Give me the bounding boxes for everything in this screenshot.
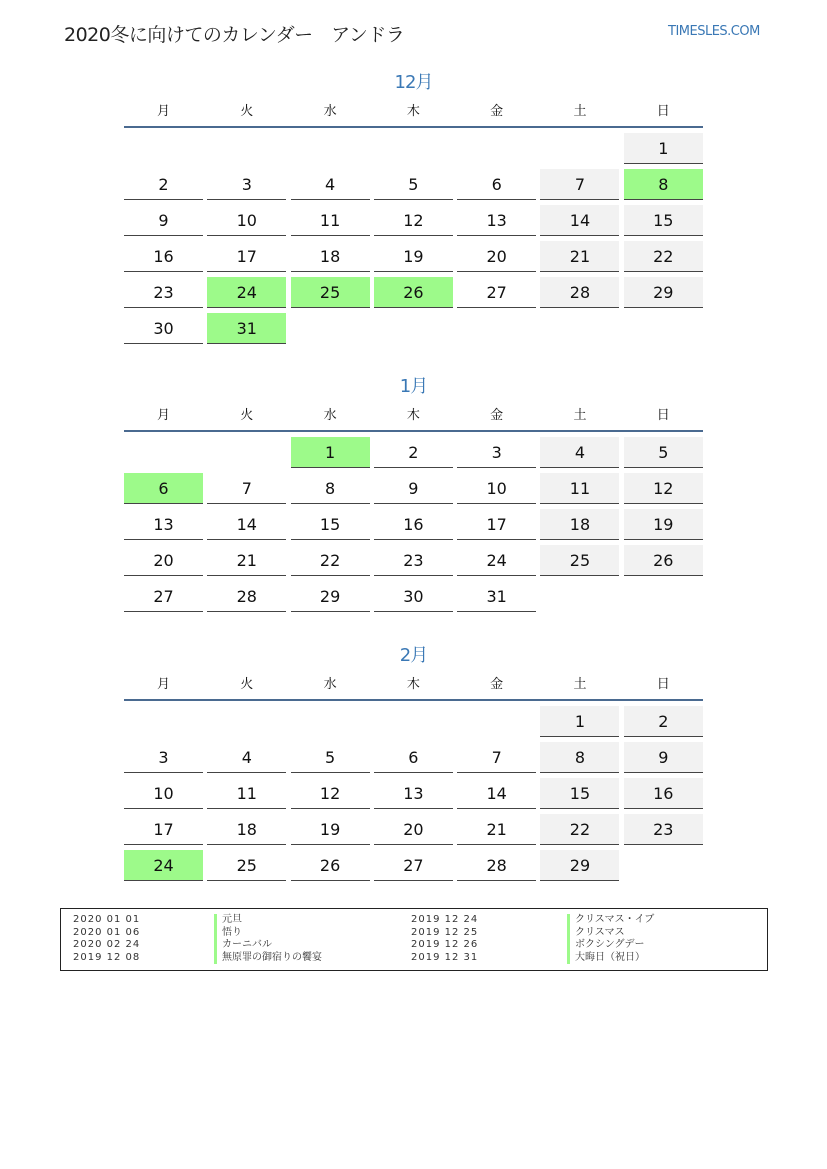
day-cell: 13 bbox=[124, 509, 203, 540]
day-cell: 29 bbox=[540, 850, 619, 881]
day-cell: 7 bbox=[207, 473, 286, 504]
day-cell: 24 bbox=[207, 277, 286, 308]
day-cell: 5 bbox=[374, 169, 453, 200]
empty-day-cell bbox=[374, 706, 453, 736]
legend-holiday-name: クリスマス bbox=[567, 927, 757, 940]
week-row bbox=[124, 205, 703, 236]
day-cell: 8 bbox=[624, 169, 703, 200]
day-cell: 26 bbox=[291, 850, 370, 881]
weekday-label: 日 bbox=[656, 677, 670, 692]
holiday-legend bbox=[60, 908, 768, 971]
weekday-label: 水 bbox=[323, 408, 337, 423]
legend-date: 2019 12 26 bbox=[411, 939, 479, 950]
week-row bbox=[124, 437, 703, 468]
weekday-label: 日 bbox=[656, 408, 670, 423]
day-cell: 15 bbox=[540, 778, 619, 809]
day-cell: 6 bbox=[457, 169, 536, 200]
day-cell: 23 bbox=[374, 545, 453, 576]
day-cell: 7 bbox=[457, 742, 536, 773]
day-cell: 16 bbox=[374, 509, 453, 540]
day-cell: 27 bbox=[457, 277, 536, 308]
weekday-label: 土 bbox=[573, 104, 587, 119]
day-cell: 20 bbox=[124, 545, 203, 576]
day-cell: 8 bbox=[291, 473, 370, 504]
day-cell: 10 bbox=[124, 778, 203, 809]
empty-day-cell bbox=[291, 133, 370, 163]
day-cell: 31 bbox=[457, 581, 536, 612]
day-cell: 9 bbox=[374, 473, 453, 504]
weekday-label: 金 bbox=[490, 408, 504, 423]
day-cell: 3 bbox=[207, 169, 286, 200]
legend-grid bbox=[73, 914, 757, 964]
week-row bbox=[124, 133, 703, 164]
day-cell: 21 bbox=[457, 814, 536, 845]
day-cell: 19 bbox=[291, 814, 370, 845]
day-cell: 26 bbox=[624, 545, 703, 576]
weekday-label: 火 bbox=[240, 677, 254, 692]
month-title: 2月 bbox=[399, 645, 428, 666]
day-cell: 16 bbox=[624, 778, 703, 809]
week-row bbox=[124, 277, 703, 308]
week-row bbox=[124, 778, 703, 809]
day-cell: 23 bbox=[624, 814, 703, 845]
day-cell: 30 bbox=[124, 313, 203, 344]
day-cell: 27 bbox=[374, 850, 453, 881]
empty-day-cell bbox=[291, 706, 370, 736]
empty-day-cell bbox=[540, 133, 619, 163]
week-row bbox=[124, 241, 703, 272]
day-cell: 15 bbox=[624, 205, 703, 236]
day-cell: 25 bbox=[540, 545, 619, 576]
legend-date: 2019 12 24 bbox=[411, 914, 479, 925]
legend-holiday-name: カーニバル bbox=[214, 939, 411, 952]
weekday-label: 火 bbox=[240, 408, 254, 423]
day-cell: 3 bbox=[124, 742, 203, 773]
empty-day-cell bbox=[624, 581, 703, 611]
day-cell: 14 bbox=[457, 778, 536, 809]
day-cell: 13 bbox=[457, 205, 536, 236]
day-cell: 6 bbox=[124, 473, 203, 504]
empty-day-cell bbox=[624, 313, 703, 343]
month-block bbox=[124, 374, 703, 617]
legend-holiday-name: 無原罪の御宿りの饗宴 bbox=[214, 952, 411, 965]
empty-day-cell bbox=[291, 313, 370, 343]
legend-date: 2020 02 24 bbox=[73, 939, 141, 950]
week-row bbox=[124, 814, 703, 845]
empty-day-cell bbox=[207, 437, 286, 467]
empty-day-cell bbox=[457, 133, 536, 163]
legend-holiday-name: 悟り bbox=[214, 927, 411, 940]
site-link[interactable]: TIMESLES.COM bbox=[668, 24, 760, 39]
day-cell: 25 bbox=[291, 277, 370, 308]
weekday-label: 水 bbox=[323, 104, 337, 119]
day-cell: 17 bbox=[207, 241, 286, 272]
legend-holiday-name: ボクシングデー bbox=[567, 939, 757, 952]
weekday-label: 金 bbox=[490, 677, 504, 692]
day-cell: 19 bbox=[624, 509, 703, 540]
day-cell: 14 bbox=[540, 205, 619, 236]
day-cell: 28 bbox=[540, 277, 619, 308]
day-cell: 17 bbox=[124, 814, 203, 845]
day-cell: 13 bbox=[374, 778, 453, 809]
page-title: 2020冬に向けてのカレンダー アンドラ bbox=[64, 24, 405, 46]
empty-day-cell bbox=[374, 133, 453, 163]
weekday-label: 火 bbox=[240, 104, 254, 119]
day-cell: 16 bbox=[124, 241, 203, 272]
day-cell: 28 bbox=[207, 581, 286, 612]
weekday-label: 木 bbox=[406, 408, 420, 423]
legend-date: 2019 12 31 bbox=[411, 951, 479, 963]
day-cell: 12 bbox=[291, 778, 370, 809]
day-cell: 27 bbox=[124, 581, 203, 612]
day-cell: 1 bbox=[624, 133, 703, 164]
weekday-header bbox=[124, 98, 703, 128]
weekday-label: 土 bbox=[573, 408, 587, 423]
day-cell: 1 bbox=[291, 437, 370, 468]
weekday-label: 金 bbox=[490, 104, 504, 119]
month-title: 1月 bbox=[399, 376, 428, 397]
legend-date: 2019 12 25 bbox=[411, 926, 479, 938]
empty-day-cell bbox=[124, 133, 203, 163]
week-row bbox=[124, 742, 703, 773]
day-cell: 9 bbox=[624, 742, 703, 773]
day-cell: 30 bbox=[374, 581, 453, 612]
week-row bbox=[124, 313, 703, 344]
day-cell: 2 bbox=[124, 169, 203, 200]
weekday-label: 日 bbox=[656, 104, 670, 119]
day-cell: 28 bbox=[457, 850, 536, 881]
empty-day-cell bbox=[457, 706, 536, 736]
empty-day-cell bbox=[457, 313, 536, 343]
day-cell: 10 bbox=[457, 473, 536, 504]
weekday-label: 月 bbox=[156, 677, 170, 692]
day-cell: 4 bbox=[540, 437, 619, 468]
day-cell: 24 bbox=[124, 850, 203, 881]
weekday-header bbox=[124, 671, 703, 701]
day-cell: 22 bbox=[540, 814, 619, 845]
day-cell: 6 bbox=[374, 742, 453, 773]
empty-day-cell bbox=[124, 706, 203, 736]
day-cell: 18 bbox=[540, 509, 619, 540]
day-cell: 22 bbox=[624, 241, 703, 272]
day-cell: 20 bbox=[374, 814, 453, 845]
empty-day-cell bbox=[540, 581, 619, 611]
day-cell: 22 bbox=[291, 545, 370, 576]
legend-holiday-name: 大晦日（祝日） bbox=[567, 952, 757, 965]
week-row bbox=[124, 509, 703, 540]
weekday-label: 土 bbox=[573, 677, 587, 692]
month-block bbox=[124, 643, 703, 886]
day-cell: 7 bbox=[540, 169, 619, 200]
weekday-label: 木 bbox=[406, 104, 420, 119]
day-cell: 3 bbox=[457, 437, 536, 468]
weekday-label: 月 bbox=[156, 104, 170, 119]
empty-day-cell bbox=[624, 850, 703, 880]
week-row bbox=[124, 169, 703, 200]
day-cell: 19 bbox=[374, 241, 453, 272]
day-cell: 11 bbox=[207, 778, 286, 809]
day-cell: 5 bbox=[291, 742, 370, 773]
day-cell: 11 bbox=[291, 205, 370, 236]
empty-day-cell bbox=[207, 706, 286, 736]
legend-holiday-name: 元旦 bbox=[214, 914, 411, 927]
weekday-label: 水 bbox=[323, 677, 337, 692]
week-row bbox=[124, 545, 703, 576]
day-cell: 1 bbox=[540, 706, 619, 737]
month-block bbox=[124, 70, 703, 349]
day-cell: 5 bbox=[624, 437, 703, 468]
day-cell: 12 bbox=[374, 205, 453, 236]
day-cell: 12 bbox=[624, 473, 703, 504]
day-cell: 21 bbox=[540, 241, 619, 272]
weekday-header bbox=[124, 402, 703, 432]
empty-day-cell bbox=[374, 313, 453, 343]
legend-date: 2020 01 06 bbox=[73, 926, 141, 938]
day-cell: 8 bbox=[540, 742, 619, 773]
day-cell: 29 bbox=[624, 277, 703, 308]
empty-day-cell bbox=[540, 313, 619, 343]
day-cell: 21 bbox=[207, 545, 286, 576]
month-title: 12月 bbox=[394, 72, 433, 93]
week-row bbox=[124, 706, 703, 737]
week-row bbox=[124, 581, 703, 612]
weekday-label: 木 bbox=[406, 677, 420, 692]
day-cell: 17 bbox=[457, 509, 536, 540]
empty-day-cell bbox=[124, 437, 203, 467]
day-cell: 11 bbox=[540, 473, 619, 504]
day-cell: 25 bbox=[207, 850, 286, 881]
day-cell: 15 bbox=[291, 509, 370, 540]
day-cell: 4 bbox=[291, 169, 370, 200]
legend-holiday-name: クリスマス・イブ bbox=[567, 914, 757, 927]
day-cell: 2 bbox=[624, 706, 703, 737]
day-cell: 31 bbox=[207, 313, 286, 344]
day-cell: 2 bbox=[374, 437, 453, 468]
week-row bbox=[124, 473, 703, 504]
day-cell: 26 bbox=[374, 277, 453, 308]
day-cell: 18 bbox=[207, 814, 286, 845]
weekday-label: 月 bbox=[156, 408, 170, 423]
day-cell: 9 bbox=[124, 205, 203, 236]
day-cell: 18 bbox=[291, 241, 370, 272]
week-row bbox=[124, 850, 703, 881]
day-cell: 23 bbox=[124, 277, 203, 308]
day-cell: 10 bbox=[207, 205, 286, 236]
empty-day-cell bbox=[207, 133, 286, 163]
legend-date: 2019 12 08 bbox=[73, 951, 141, 963]
day-cell: 29 bbox=[291, 581, 370, 612]
legend-date: 2020 01 01 bbox=[73, 914, 141, 925]
day-cell: 24 bbox=[457, 545, 536, 576]
day-cell: 20 bbox=[457, 241, 536, 272]
day-cell: 14 bbox=[207, 509, 286, 540]
day-cell: 4 bbox=[207, 742, 286, 773]
